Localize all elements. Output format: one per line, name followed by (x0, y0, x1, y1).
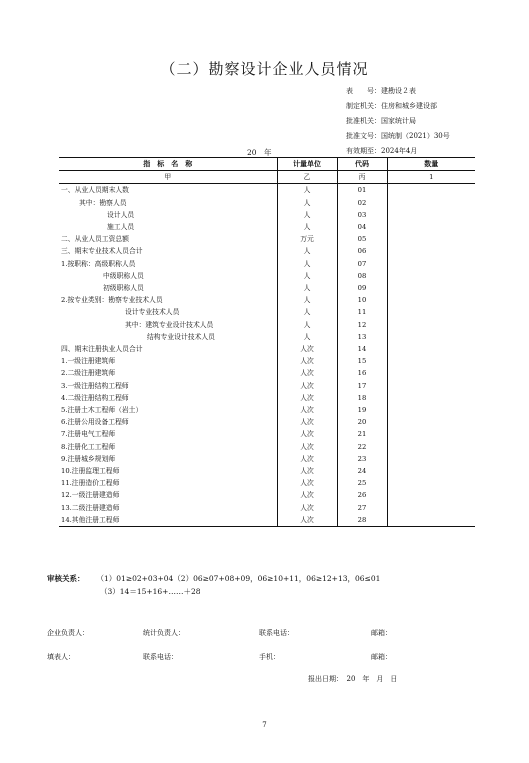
row-unit: 人次 (277, 465, 337, 477)
table-row (59, 367, 475, 379)
table-row (59, 343, 475, 355)
table-row (59, 392, 475, 404)
table-row (59, 233, 475, 245)
table-row (59, 258, 475, 270)
row-name: 四、期末注册执业人员合计 (61, 345, 143, 354)
row-name: 初级职称人员 (103, 284, 144, 293)
subheader-unit: 乙 (277, 171, 337, 184)
row-unit: 人次 (277, 416, 337, 428)
row-quantity-cell[interactable] (387, 477, 475, 489)
row-code: 17 (337, 380, 387, 392)
row-quantity-cell[interactable] (387, 258, 475, 270)
row-name: 14.其他注册工程师 (59, 514, 277, 527)
row-name: 11.注册造价工程师 (61, 479, 120, 488)
row-name: 施工人员 (107, 223, 135, 232)
filler-label: 填表人： (47, 653, 75, 661)
row-quantity-cell[interactable] (387, 197, 475, 209)
table-row (59, 294, 475, 306)
row-name: 1.按职称：高级职称人员 (61, 259, 136, 268)
row-code: 25 (337, 477, 387, 489)
row-quantity-cell[interactable] (387, 282, 475, 294)
subheader-qty: 1 (387, 171, 475, 184)
row-quantity-cell[interactable] (387, 221, 475, 233)
row-unit: 人 (277, 282, 337, 294)
row-unit: 人次 (277, 441, 337, 453)
row-quantity-cell[interactable] (387, 209, 475, 221)
email-label-1: 邮箱： (371, 629, 392, 637)
row-quantity-cell[interactable] (387, 184, 475, 197)
table-row (59, 453, 475, 465)
col-header-unit: 计量单位 (277, 158, 337, 171)
row-code: 22 (337, 441, 387, 453)
row-unit: 人次 (277, 514, 337, 527)
row-code: 01 (337, 184, 387, 197)
row-quantity-cell[interactable] (387, 416, 475, 428)
row-unit: 人 (277, 319, 337, 331)
table-row (59, 319, 475, 331)
table-row (59, 477, 475, 489)
row-unit: 人次 (277, 453, 337, 465)
table-row (59, 441, 475, 453)
row-unit: 人 (277, 294, 337, 306)
row-quantity-cell[interactable] (387, 404, 475, 416)
row-unit: 人 (277, 245, 337, 257)
row-quantity-cell[interactable] (387, 380, 475, 392)
year-label: 20 年 (247, 148, 272, 157)
row-unit: 人次 (277, 367, 337, 379)
row-unit: 人 (277, 209, 337, 221)
col-header-qty: 数量 (387, 158, 475, 171)
page-title: （二）勘察设计企业人员情况 (160, 60, 369, 78)
table-row (59, 514, 475, 527)
row-unit: 人次 (277, 428, 337, 440)
row-quantity-cell[interactable] (387, 319, 475, 331)
row-quantity-cell[interactable] (387, 270, 475, 282)
table-row (59, 331, 475, 343)
row-code: 02 (337, 197, 387, 209)
row-name: 12.一级注册建造师 (61, 491, 120, 500)
row-unit: 人 (277, 270, 337, 282)
row-code: 13 (337, 331, 387, 343)
audit-line-2: （3）14＝15+16+……＋28 (100, 587, 201, 596)
row-quantity-cell[interactable] (387, 465, 475, 477)
row-quantity-cell[interactable] (387, 367, 475, 379)
row-unit: 人 (277, 306, 337, 318)
table-row (59, 465, 475, 477)
row-code: 20 (337, 416, 387, 428)
row-name: 2.按专业类别：勘察专业技术人员 (61, 296, 163, 305)
row-code: 09 (337, 282, 387, 294)
row-quantity-cell[interactable] (387, 441, 475, 453)
authority: 制定机关：住房和城乡建设部 (346, 102, 437, 110)
row-unit: 人次 (277, 404, 337, 416)
row-code: 21 (337, 428, 387, 440)
phone-label-1: 联系电话： (259, 629, 294, 637)
table-row (59, 197, 475, 209)
row-name: 5.注册土木工程师（岩土） (61, 406, 143, 415)
valid-until: 有效期至：2024年4月 (346, 147, 418, 155)
row-name: 三、期末专业技术人员合计 (61, 247, 143, 256)
row-code: 26 (337, 489, 387, 501)
row-unit: 人 (277, 184, 337, 197)
phone-label-2: 联系电话： (143, 653, 178, 661)
page-number: 7 (262, 721, 267, 729)
row-quantity-cell[interactable] (387, 502, 475, 514)
col-header-code: 代码 (337, 158, 387, 171)
row-name: 13.二级注册建造师 (61, 503, 120, 512)
table-row (59, 416, 475, 428)
row-quantity-cell[interactable] (387, 453, 475, 465)
row-code: 05 (337, 233, 387, 245)
row-quantity-cell[interactable] (387, 245, 475, 257)
subheader-name: 甲 (59, 171, 277, 184)
table-row (59, 306, 475, 318)
col-header-name: 指 标 名 称 (59, 158, 277, 171)
row-unit: 人次 (277, 489, 337, 501)
table-row (59, 489, 475, 501)
subheader-code: 丙 (337, 171, 387, 184)
row-name: 一、从业人员期末人数 (61, 186, 129, 195)
row-name: 1.一级注册建筑师 (61, 357, 116, 366)
row-unit: 人 (277, 331, 337, 343)
row-quantity-cell[interactable] (387, 294, 475, 306)
stats-head-label: 统计负责人： (143, 629, 185, 637)
row-name: 二、从业人员工资总额 (61, 235, 129, 244)
row-unit: 人次 (277, 502, 337, 514)
row-code: 18 (337, 392, 387, 404)
row-code: 19 (337, 404, 387, 416)
row-name: 7.注册电气工程师 (61, 430, 116, 439)
table-row (59, 245, 475, 257)
row-name: 8.注册化工工程师 (61, 442, 116, 451)
table-row (59, 380, 475, 392)
mobile-label: 手机： (259, 653, 280, 661)
row-name: 设计人员 (107, 210, 135, 219)
audit-relations (47, 573, 380, 584)
row-quantity-cell[interactable] (387, 233, 475, 245)
row-name: 9.注册城乡规划师 (61, 454, 116, 463)
approval-no: 批准文号：国统制（2021）30号 (346, 132, 450, 140)
table-row (59, 404, 475, 416)
row-quantity-cell[interactable] (387, 306, 475, 318)
audit-line-1: （1）01≥02+03+04（2）06≥07+08+09，06≥10+11，06≥12+13，06≤01 (96, 574, 381, 583)
row-quantity-cell[interactable] (387, 428, 475, 440)
row-name: 其中：勘察人员 (79, 198, 127, 207)
row-quantity-cell[interactable] (387, 331, 475, 343)
row-unit: 人次 (277, 355, 337, 367)
table-row (59, 184, 475, 197)
row-quantity-cell[interactable] (387, 514, 475, 527)
table-row (59, 270, 475, 282)
table-body (59, 184, 475, 527)
enterprise-head-label: 企业负责人： (47, 629, 89, 637)
row-name: 结构专业设计技术人员 (147, 332, 215, 341)
row-code: 06 (337, 245, 387, 257)
row-name: 4.二级注册结构工程师 (61, 393, 129, 402)
table-row (59, 221, 475, 233)
table-row (59, 502, 475, 514)
row-code: 07 (337, 258, 387, 270)
row-unit: 万元 (277, 233, 337, 245)
row-unit: 人次 (277, 343, 337, 355)
row-code: 23 (337, 453, 387, 465)
row-unit: 人次 (277, 380, 337, 392)
row-quantity-cell[interactable] (387, 355, 475, 367)
row-quantity-cell[interactable] (387, 392, 475, 404)
row-unit: 人 (277, 197, 337, 209)
table-row (59, 209, 475, 221)
row-unit: 人 (277, 258, 337, 270)
row-code: 12 (337, 319, 387, 331)
row-unit: 人次 (277, 392, 337, 404)
row-name: 中级职称人员 (103, 271, 144, 280)
row-code: 11 (337, 306, 387, 318)
row-code: 15 (337, 355, 387, 367)
row-code: 08 (337, 270, 387, 282)
row-quantity-cell[interactable] (387, 343, 475, 355)
row-code: 24 (337, 465, 387, 477)
personnel-table (59, 157, 475, 527)
row-name: 10.注册监理工程师 (61, 467, 120, 476)
audit-label: 审核关系： (47, 574, 85, 583)
approver: 批准机关：国家统计局 (346, 117, 416, 125)
report-date: 报出日期： 20 年 月 日 (308, 675, 398, 683)
row-code: 28 (337, 514, 387, 527)
row-name: 3.一级注册结构工程师 (61, 381, 129, 390)
row-code: 16 (337, 367, 387, 379)
email-label-2: 邮箱： (371, 653, 392, 661)
table-row (59, 282, 475, 294)
table-no: 表 号：建勘设２表 (346, 87, 416, 95)
row-code: 14 (337, 343, 387, 355)
row-name: 6.注册公用设备工程师 (61, 418, 129, 427)
row-code: 10 (337, 294, 387, 306)
row-code: 03 (337, 209, 387, 221)
table-row (59, 355, 475, 367)
row-code: 27 (337, 502, 387, 514)
row-unit: 人 (277, 221, 337, 233)
row-code: 04 (337, 221, 387, 233)
row-name: 2.二级注册建筑师 (61, 369, 116, 378)
row-name: 设计专业技术人员 (125, 308, 180, 317)
row-quantity-cell[interactable] (387, 489, 475, 501)
table-row (59, 428, 475, 440)
row-name: 其中：建筑专业设计技术人员 (125, 320, 214, 329)
row-unit: 人次 (277, 477, 337, 489)
